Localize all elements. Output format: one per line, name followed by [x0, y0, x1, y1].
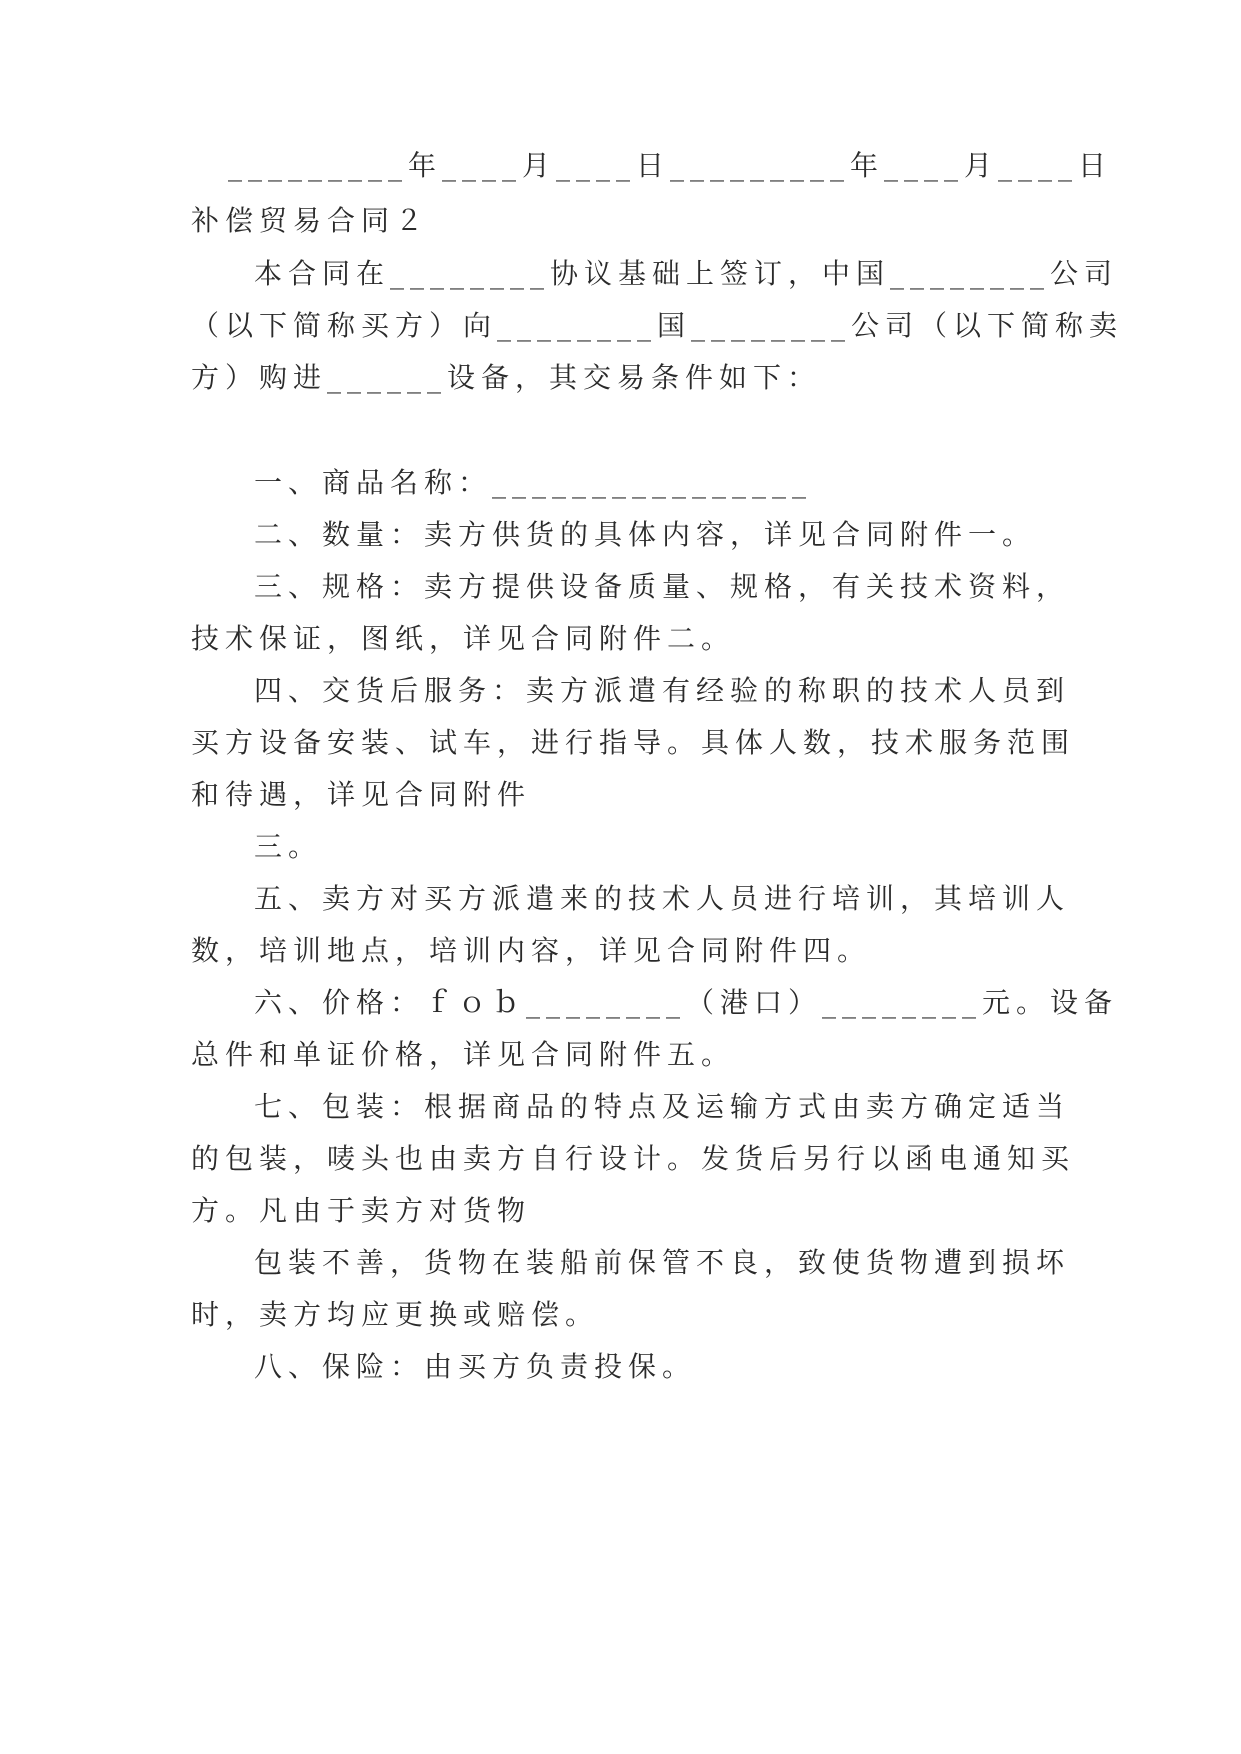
clause-7-cont: 方。凡由于卖方对货物 [191, 1194, 532, 1227]
clause-6-cont: 总件和单证价格，详见合同附件五。 [191, 1038, 736, 1071]
paragraph-line: 方）购进______设备，其交易条件如下： [191, 361, 822, 394]
clause-5: 五、卖方对买方派遣来的技术人员进行培训，其培训人 [254, 882, 1071, 915]
clause-2: 二、数量：卖方供货的具体内容，详见合同附件一。 [254, 518, 1037, 551]
paragraph-line: （以下简称买方）向________国________公司（以下简称卖 [191, 309, 1124, 342]
clause-7-cont: 时，卖方均应更换或赔偿。 [191, 1298, 600, 1331]
clause-4-cont: 和待遇，详见合同附件 [191, 778, 532, 811]
clause-1: 一、商品名称：________________ [254, 466, 813, 499]
clause-3: 三、规格：卖方提供设备质量、规格，有关技术资料， [254, 570, 1071, 603]
clause-4-cont: 买方设备安装、试车，进行指导。具体人数，技术服务范围 [191, 726, 1076, 759]
clause-7-cont: 包装不善，货物在装船前保管不良，致使货物遭到损坏 [254, 1246, 1071, 1279]
clause-4-cont: 三。 [254, 830, 323, 863]
clause-6: 六、价格：ｆｏｂ________（港口）________元。设备 [254, 986, 1119, 1019]
clause-8: 八、保险：由买方负责投保。 [254, 1350, 697, 1383]
clause-4: 四、交货后服务：卖方派遣有经验的称职的技术人员到 [254, 674, 1071, 707]
clause-7-cont: 的包装，唛头也由卖方自行设计。发货后另行以函电通知买 [191, 1142, 1076, 1175]
date-signature-line: _________年____月____日_________年____月____日 [228, 149, 1113, 182]
document-title: 补偿贸易合同２ [191, 204, 430, 237]
clause-7: 七、包装：根据商品的特点及运输方式由卖方确定适当 [254, 1090, 1071, 1123]
paragraph-line: 本合同在________协议基础上签订，中国________公司 [254, 257, 1119, 290]
clause-5-cont: 数，培训地点，培训内容，详见合同附件四。 [191, 934, 872, 967]
clause-3-cont: 技术保证，图纸，详见合同附件二。 [191, 622, 736, 655]
